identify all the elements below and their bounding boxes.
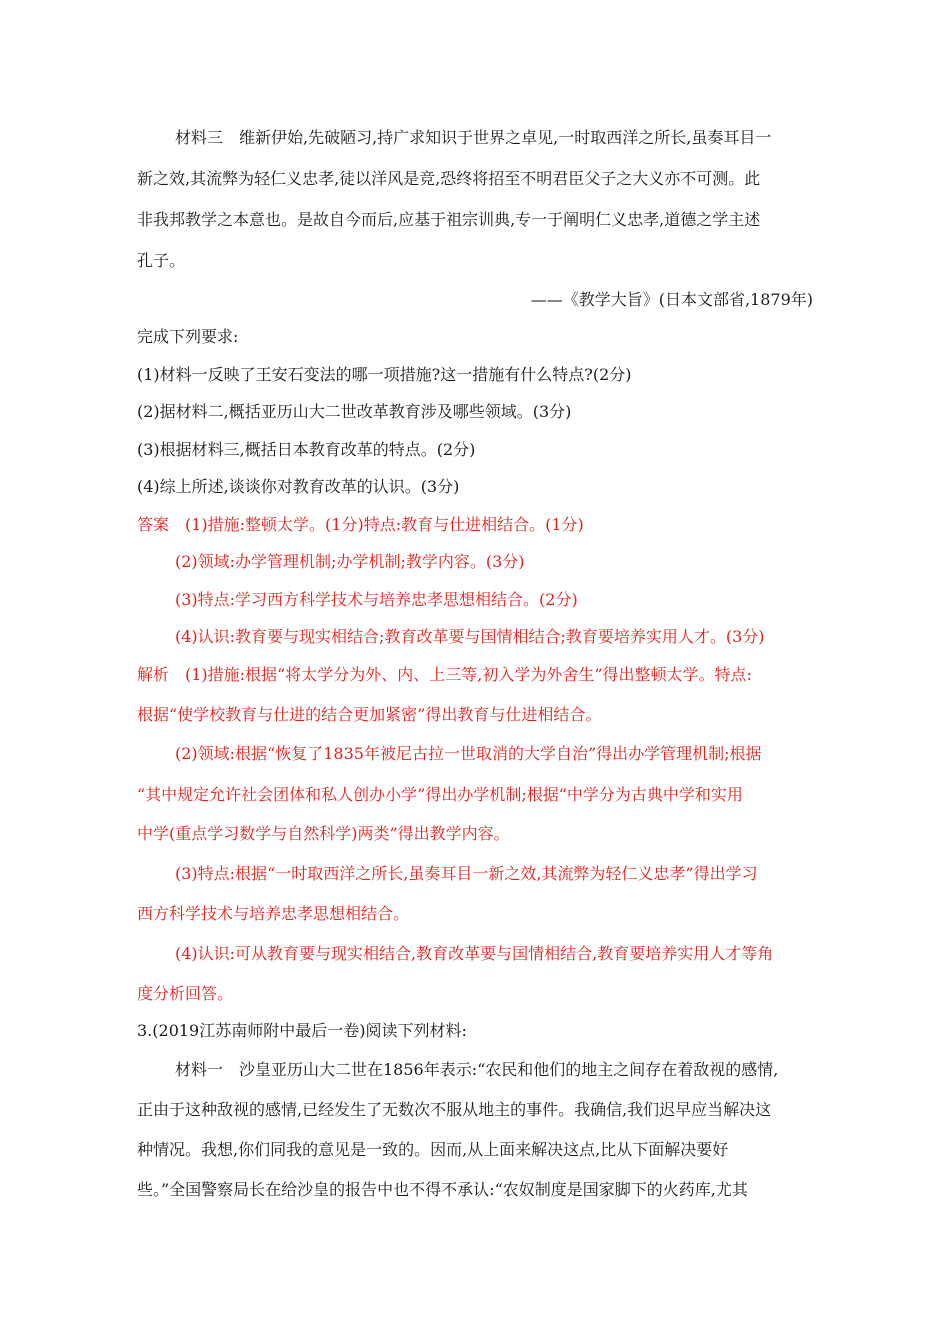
material3-line-2: 新之效,其流弊为轻仁义忠孝,徒以洋风是竞,恐终将招至不明君臣父子之大义亦不可测。此 <box>137 169 761 188</box>
answer-line-4: (4)认识:教育要与现实相结合;教育改革要与国情相结合;教育要培养实用人才。(3分) <box>175 627 765 646</box>
analysis-line-8: (4)认识:可从教育要与现实相结合,教育改革要与国情相结合,教育要培养实用人才等角 <box>175 944 774 963</box>
requirements-intro: 完成下列要求: <box>137 327 239 346</box>
analysis-line-5: 中学(重点学习数学与自然科学)两类”得出教学内容。 <box>137 824 510 843</box>
analysis-line-7: 西方科学技术与培养忠孝思想相结合。 <box>137 904 410 923</box>
answer-line-1: 答案 (1)措施:整顿太学。(1分)特点:教育与仕进相结合。(1分) <box>137 515 584 534</box>
q3-material1-line-4: 些。”全国警察局长在给沙皇的报告中也不得不承认:“农奴制度是国家脚下的火药库,尤其 <box>137 1180 748 1199</box>
q3-material1-line-1: 材料一 沙皇亚历山大二世在1856年表示:“农民和他们的地主之间存在着敌视的感情, <box>175 1060 779 1079</box>
question-3: (3)根据材料三,概括日本教育改革的特点。(2分) <box>137 440 476 459</box>
material3-line-3: 非我邦教学之本意也。是故自今而后,应基于祖宗训典,专一于阐明仁义忠孝,道德之学主述 <box>137 210 761 229</box>
analysis-line-9: 度分析回答。 <box>137 984 234 1003</box>
q3-material1-line-2: 正由于这种敌视的感情,已经发生了无数次不服从地主的事件。我确信,我们迟早应当解决这 <box>137 1100 772 1119</box>
question3-header: 3.(2019江苏南师附中最后一卷)阅读下列材料: <box>137 1021 467 1040</box>
analysis-line-2: 根据“使学校教育与仕进的结合更加紧密”得出教育与仕进相结合。 <box>137 705 602 724</box>
material3-source: ——《教学大旨》(日本文部省,1879年) <box>530 290 813 309</box>
analysis-line-3: (2)领域:根据“恢复了1835年被尼古拉一世取消的大学自治”得出办学管理机制;根据 <box>175 744 762 763</box>
analysis-line-4: “其中规定允许社会团体和私人创办小学”得出办学机制;根据“中学分为古典中学和实用 <box>137 785 743 804</box>
q3-material1-line-3: 种情况。我想,你们同我的意见是一致的。因而,从上面来解决这点,比从下面解决要好 <box>137 1140 729 1159</box>
answer-line-3: (3)特点:学习西方科学技术与培养忠孝思想相结合。(2分) <box>175 590 578 609</box>
analysis-line-1: 解析 (1)措施:根据“将太学分为外、内、上三等,初入学为外舍生”得出整顿太学。特点: <box>137 665 752 684</box>
analysis-line-6: (3)特点:根据“一时取西洋之所长,虽奏耳目一新之效,其流弊为轻仁义忠孝”得出学习 <box>175 864 758 883</box>
material3-line-1: 材料三 维新伊始,先破陋习,持广求知识于世界之卓见,一时取西洋之所长,虽奏耳目一 <box>175 128 772 147</box>
question-4: (4)综上所述,谈谈你对教育改革的认识。(3分) <box>137 477 460 496</box>
question-2: (2)据材料二,概括亚历山大二世改革教育涉及哪些领域。(3分) <box>137 402 572 421</box>
answer-line-2: (2)领域:办学管理机制;办学机制;教学内容。(3分) <box>175 552 525 571</box>
question-1: (1)材料一反映了王安石变法的哪一项措施?这一措施有什么特点?(2分) <box>137 365 632 384</box>
material3-line-4: 孔子。 <box>137 251 186 270</box>
